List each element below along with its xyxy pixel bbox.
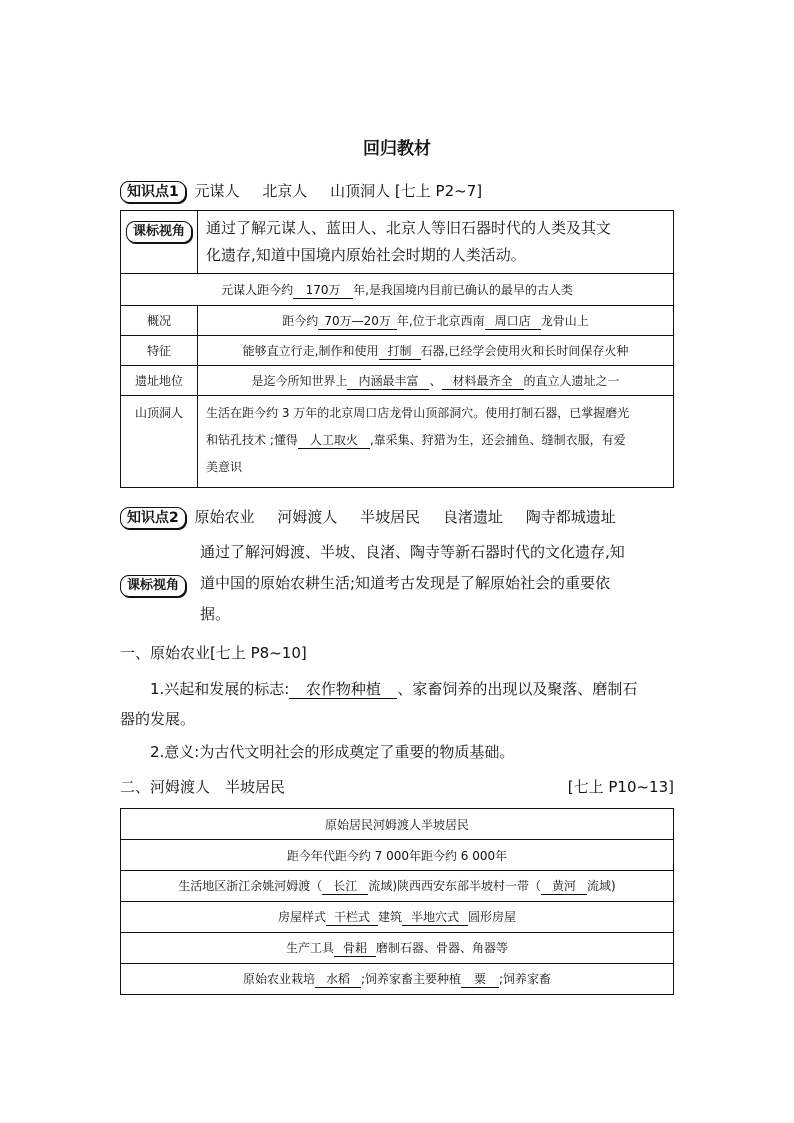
shanding-blank: 人工取火 bbox=[298, 432, 370, 449]
kp1-ref: [七上 P2~7] bbox=[394, 182, 483, 200]
cell-blank: 粟 bbox=[461, 971, 499, 988]
kp1-standard-text bbox=[198, 211, 674, 274]
row-post: 龙骨山上 bbox=[540, 313, 589, 328]
item-1 bbox=[150, 673, 637, 705]
cell-pre: 生产工具 bbox=[285, 941, 334, 955]
kp1-item-1: 元谋人 bbox=[194, 182, 240, 200]
cell-blank: 长江 bbox=[322, 878, 368, 895]
shanding-line-3: 美意识 bbox=[206, 460, 243, 474]
kp2-item-1: 原始农业 bbox=[194, 508, 255, 526]
kp2-standard-line-3: 据。 bbox=[200, 605, 231, 623]
kp2-badge: 知识点2 bbox=[120, 507, 186, 529]
row-content bbox=[198, 336, 674, 366]
cell-post: 流域) bbox=[587, 879, 616, 893]
kp2-standard-line-1: 通过了解河姆渡、半坡、良渚、陶寺等新石器时代的文化遗存,知 bbox=[200, 543, 625, 561]
kp2-item-2: 河姆渡人 bbox=[277, 508, 338, 526]
row-post: 的直立人遗址之一 bbox=[523, 373, 620, 388]
section-1-heading: 一、原始农业[七上 P8~10] bbox=[120, 644, 307, 662]
row-post: 石器,已经学会使用火和长时间保存火种 bbox=[420, 343, 629, 358]
kp2-table bbox=[120, 808, 674, 995]
kp1-standard-line-2: 化遗存,知道中国境内原始社会时期的人类活动。 bbox=[206, 246, 526, 264]
row-blank: 内涵最丰富 bbox=[347, 373, 429, 390]
kp1-item-2: 北京人 bbox=[262, 182, 308, 200]
kp1-standard-cell bbox=[121, 211, 198, 274]
kp2-standard-badge-wrap bbox=[120, 574, 186, 597]
table-row bbox=[121, 871, 674, 902]
section-2-ref: [七上 P10~13] bbox=[567, 778, 674, 796]
kp1-table bbox=[120, 210, 674, 488]
kp2-standard-line-2: 道中国的原始农耕生活;知道考古发现是了解原始社会的重要依 bbox=[200, 574, 611, 592]
row-label: 概况 bbox=[121, 306, 198, 336]
cell-pre: 原始农业栽培 bbox=[242, 972, 315, 986]
row-blank: 70万—20万 bbox=[318, 313, 397, 330]
page-title: 回归教材 bbox=[363, 139, 431, 159]
row-pre: 距今约 bbox=[282, 313, 319, 328]
cell-pre: 生活地区浙江余姚河姆渡（ bbox=[178, 879, 323, 893]
kp1-standard-line-1: 通过了解元谋人、蓝田人、北京人等旧石器时代的人类及其文 bbox=[206, 219, 612, 237]
row-content bbox=[198, 306, 674, 336]
kp1-heading bbox=[120, 180, 482, 203]
item-1-post: 、家畜饲养的出现以及聚落、磨制石 bbox=[397, 680, 638, 698]
kp1-item-3: 山顶洞人 bbox=[330, 182, 391, 200]
yuanmou-post: 年,是我国境内目前已确认的最早的古人类 bbox=[353, 282, 573, 297]
shanding-line-2 bbox=[206, 427, 673, 454]
row-label: 遗址地位 bbox=[121, 366, 198, 396]
shanding-post: ,靠采集、狩猎为生，还会捕鱼、缝制衣服，有爱 bbox=[369, 433, 626, 447]
table-row bbox=[121, 964, 674, 995]
row-label: 特征 bbox=[121, 336, 198, 366]
row-blank: 周口店 bbox=[485, 313, 541, 330]
section-2-heading: 二、河姆渡人 半坡居民 bbox=[120, 778, 286, 796]
table-row: 原始居民河姆渡人半坡居民 bbox=[121, 809, 674, 840]
cell-post: ;饲养家畜 bbox=[499, 972, 552, 986]
cell-mid: 建筑 bbox=[377, 910, 402, 924]
table-row bbox=[121, 902, 674, 933]
shanding-pre: 和钻孔技术 ;懂得 bbox=[206, 433, 298, 447]
cell-blank: 水稻 bbox=[315, 971, 361, 988]
yuanmou-blank: 170万 bbox=[293, 282, 353, 299]
kp2-standard-text bbox=[200, 537, 680, 630]
shanding-line-1: 生活在距今约 3 万年的北京周口店龙骨山顶部洞穴。使用打制石器，已掌握磨光 bbox=[206, 406, 630, 420]
item-1-blank: 农作物种植 bbox=[289, 680, 397, 699]
cell-blank: 干栏式 bbox=[326, 909, 378, 926]
item-1-line-2: 器的发展。 bbox=[120, 710, 196, 728]
row-label: 山顶洞人 bbox=[121, 396, 198, 488]
row-pre: 是迄今所知世界上 bbox=[251, 373, 348, 388]
table-row bbox=[121, 933, 674, 964]
kp1-yuanmou-row bbox=[121, 274, 674, 306]
row-blank: 打制 bbox=[379, 343, 421, 360]
kp2-item-3: 半坡居民 bbox=[360, 508, 421, 526]
kp2-standard-badge: 课标视角 bbox=[120, 575, 186, 597]
kp2-item-4: 良渚遗址 bbox=[442, 508, 503, 526]
cell-blank: 黄河 bbox=[541, 878, 587, 895]
cell-blank: 骨耜 bbox=[334, 940, 376, 957]
item-2: 2.意义:为古代文明社会的形成奠定了重要的物质基础。 bbox=[150, 743, 515, 761]
cell-post: 圆形房屋 bbox=[468, 910, 517, 924]
row-mid: 年,位于北京西南 bbox=[396, 313, 485, 328]
kp1-badge: 知识点1 bbox=[120, 181, 186, 203]
table-row: 距今年代距今约 7 000年距今约 6 000年 bbox=[121, 840, 674, 871]
kp2-item-5: 陶寺都城遗址 bbox=[525, 508, 616, 526]
row-mid: 、 bbox=[429, 373, 442, 388]
cell-mid: ;饲养家畜主要种植 bbox=[360, 972, 461, 986]
kp2-heading bbox=[120, 506, 616, 529]
cell-post: 磨制石器、骨器、角器等 bbox=[376, 941, 509, 955]
cell-pre: 房屋样式 bbox=[277, 910, 326, 924]
cell-blank: 半地穴式 bbox=[402, 909, 468, 926]
yuanmou-pre: 元谋人距今约 bbox=[221, 282, 294, 297]
row-pre: 能够直立行走,制作和使用 bbox=[242, 343, 379, 358]
row-content bbox=[198, 366, 674, 396]
item-1-pre: 1.兴起和发展的标志: bbox=[150, 680, 290, 698]
cell-mid: 流域)陕西西安东部半坡村一带（ bbox=[368, 879, 541, 893]
kp1-standard-badge: 课标视角 bbox=[126, 221, 192, 243]
shanding-content bbox=[198, 396, 674, 488]
row-blank: 材料最齐全 bbox=[442, 373, 524, 390]
